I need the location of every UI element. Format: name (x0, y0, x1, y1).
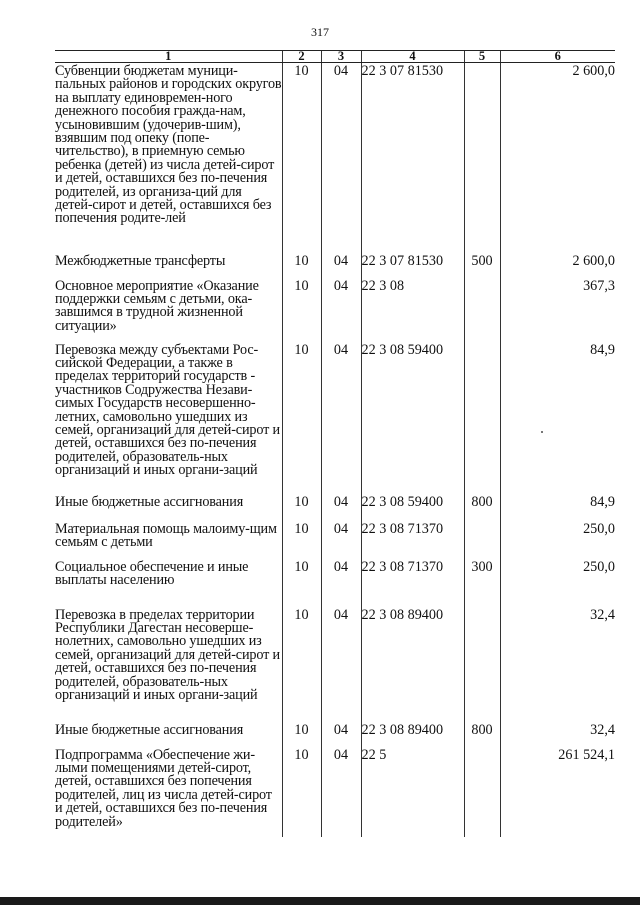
table-row (55, 342, 615, 494)
row-name: Перевозка в пределах территории Республики Дагестан несоверше-нолетних, самовольно ушедших из семей, организаций для детей-сирот и детей, оставшихся без по-печения родителей, образователь-ных организаций и иных органи-заций (55, 606, 280, 703)
row-expense-type (465, 63, 500, 65)
page-number: 317 (311, 25, 329, 39)
column-header-6: 6 (500, 51, 615, 63)
row-target-code-cell (361, 342, 464, 494)
row-subsection: 04 (333, 520, 349, 537)
row-amount-cell (500, 342, 615, 494)
row-subsection-cell (321, 342, 361, 494)
row-expense-type-cell (464, 253, 500, 278)
budget-table (55, 50, 615, 837)
row-target-code: 22 3 08 89400 (361, 721, 444, 738)
row-name-cell (55, 63, 282, 253)
row-name: Иные бюджетные ассигнования (55, 493, 244, 510)
row-target-code: 22 3 08 71370 (361, 558, 444, 575)
row-name-cell (55, 253, 282, 278)
row-amount: 367,3 (583, 277, 615, 294)
row-subsection-cell (321, 253, 361, 278)
row-section: 10 (294, 558, 309, 575)
row-expense-type-cell (464, 559, 500, 607)
table-row (55, 278, 615, 342)
row-target-code: 22 3 08 59400 (361, 341, 444, 358)
row-target-code: 22 3 08 71370 (361, 520, 444, 537)
row-target-code-cell (361, 722, 464, 747)
row-amount-cell (500, 747, 615, 837)
row-expense-type (465, 278, 500, 280)
row-amount-cell (500, 494, 615, 521)
row-amount: 2 600,0 (572, 252, 615, 269)
row-expense-type: 500 (471, 252, 493, 269)
row-amount: 32,4 (590, 606, 615, 623)
row-subsection-cell (321, 278, 361, 342)
row-subsection: 04 (333, 721, 349, 738)
row-name: Социальное обеспечение и иные выплаты населению (55, 558, 249, 588)
row-target-code-cell (361, 607, 464, 722)
row-target-code: 22 3 07 81530 (361, 252, 444, 269)
row-section: 10 (294, 493, 309, 510)
row-section: 10 (294, 721, 309, 738)
row-section-cell (282, 521, 321, 559)
row-section-cell (282, 559, 321, 607)
row-amount: 84,9 (590, 493, 615, 510)
scan-bottom-edge (0, 897, 640, 905)
row-section-cell (282, 607, 321, 722)
row-target-code: 22 3 08 59400 (361, 493, 444, 510)
table-row (55, 63, 615, 253)
row-target-code: 22 3 08 (361, 277, 405, 294)
table-body (55, 63, 615, 837)
row-subsection: 04 (333, 277, 349, 294)
row-subsection: 04 (333, 558, 349, 575)
row-target-code-cell (361, 559, 464, 607)
table-row (55, 494, 615, 521)
row-expense-type: 800 (471, 493, 493, 510)
row-name: Межбюджетные трансферты (55, 252, 226, 269)
row-section-cell (282, 747, 321, 837)
row-expense-type-cell (464, 342, 500, 494)
row-section: 10 (294, 520, 309, 537)
row-section-cell (282, 63, 321, 253)
row-section: 10 (294, 746, 309, 763)
row-subsection-cell (321, 559, 361, 607)
row-section: 10 (294, 252, 309, 269)
row-expense-type-cell (464, 747, 500, 837)
row-target-code-cell (361, 521, 464, 559)
row-subsection: 04 (333, 493, 349, 510)
row-section: 10 (294, 606, 309, 623)
row-name: Субвенции бюджетам муници-пальных районов и городских округов на выплату единовремен-ного денежного пособия гражда-нам, усыновившим (удочерив-шим), взявшим под опеку (попе-чительство), в приемную семью ребенка (детей) из числа детей-сирот и детей, оставшихся без по-печения родителей, из организа-ций для детей-сирот и детей, оставшихся без попечения родите-лей (55, 63, 282, 227)
row-expense-type-cell (464, 63, 500, 253)
table-row (55, 253, 615, 278)
row-amount-cell (500, 63, 615, 253)
row-amount: 250,0 (583, 520, 615, 537)
row-expense-type (465, 521, 500, 523)
row-expense-type-cell (464, 722, 500, 747)
row-amount-cell (500, 253, 615, 278)
row-expense-type (465, 342, 500, 344)
row-amount: 2 600,0 (572, 63, 615, 79)
row-amount: 84,9 (590, 341, 615, 358)
row-target-code: 22 3 07 81530 (361, 63, 444, 79)
row-target-code-cell (361, 747, 464, 837)
row-amount-cell (500, 722, 615, 747)
row-subsection-cell (321, 607, 361, 722)
row-name-cell (55, 494, 282, 521)
row-target-code-cell (361, 253, 464, 278)
row-name: Материальная помощь малоиму-щим семьям с детьми (55, 520, 277, 550)
row-subsection-cell (321, 747, 361, 837)
row-name: Основное мероприятие «Оказание поддержки семьям с детьми, ока-завшимся в трудной жизненной ситуации» (55, 277, 259, 334)
row-amount: 32,4 (590, 721, 615, 738)
row-subsection-cell (321, 722, 361, 747)
row-name-cell (55, 521, 282, 559)
column-header-2: 2 (282, 51, 321, 63)
table-row (55, 607, 615, 722)
row-section-cell (282, 278, 321, 342)
row-expense-type: 300 (471, 558, 493, 575)
row-amount-cell (500, 607, 615, 722)
row-name-cell (55, 278, 282, 342)
row-name-cell (55, 559, 282, 607)
table-row (55, 521, 615, 559)
column-header-1: 1 (55, 51, 282, 63)
scan-artifact (541, 431, 543, 433)
row-target-code-cell (361, 63, 464, 253)
table-header-row (55, 51, 615, 63)
row-section: 10 (294, 277, 309, 294)
row-subsection: 04 (333, 252, 349, 269)
row-subsection-cell (321, 521, 361, 559)
row-subsection-cell (321, 494, 361, 521)
row-name-cell (55, 747, 282, 837)
row-subsection: 04 (333, 746, 349, 763)
row-section-cell (282, 342, 321, 494)
table-row (55, 747, 615, 837)
row-target-code: 22 5 (361, 746, 387, 763)
row-name-cell (55, 722, 282, 747)
row-name: Подпрограмма «Обеспечение жи-лыми помещениями детей-сирот, детей, оставшихся без попечения родителей, лиц из числа детей-сирот и детей, оставшихся без по-печения родителей» (55, 746, 272, 830)
column-header-4: 4 (361, 51, 464, 63)
row-amount-cell (500, 278, 615, 342)
row-name-cell (55, 607, 282, 722)
table-row (55, 722, 615, 747)
row-amount-cell (500, 559, 615, 607)
row-name: Перевозка между субъектами Рос-сийской Федерации, а также в пределах территорий государств - участников Содружества Незави-симых Государств несовершенно-летних, самовольно ушедших из семей, организаций для детей-сирот и детей, оставшихся без по-печения родителей, образователь-ных организаций и иных органи-заций (55, 341, 280, 479)
row-amount-cell (500, 521, 615, 559)
row-amount: 250,0 (583, 558, 615, 575)
row-expense-type-cell (464, 278, 500, 342)
row-section-cell (282, 494, 321, 521)
row-subsection: 04 (333, 341, 349, 358)
row-section: 10 (294, 63, 309, 79)
row-name: Иные бюджетные ассигнования (55, 721, 244, 738)
row-expense-type-cell (464, 494, 500, 521)
row-target-code-cell (361, 494, 464, 521)
row-expense-type: 800 (471, 721, 493, 738)
row-section-cell (282, 253, 321, 278)
row-target-code-cell (361, 278, 464, 342)
row-name-cell (55, 342, 282, 494)
row-expense-type (465, 747, 500, 749)
row-amount: 261 524,1 (558, 746, 615, 763)
row-subsection: 04 (333, 63, 349, 79)
row-target-code: 22 3 08 89400 (361, 606, 444, 623)
column-header-3: 3 (321, 51, 361, 63)
row-subsection-cell (321, 63, 361, 253)
row-section-cell (282, 722, 321, 747)
column-header-5: 5 (464, 51, 500, 63)
row-expense-type (465, 607, 500, 609)
row-section: 10 (294, 341, 309, 358)
row-subsection: 04 (333, 606, 349, 623)
row-expense-type-cell (464, 521, 500, 559)
row-expense-type-cell (464, 607, 500, 722)
table-row (55, 559, 615, 607)
